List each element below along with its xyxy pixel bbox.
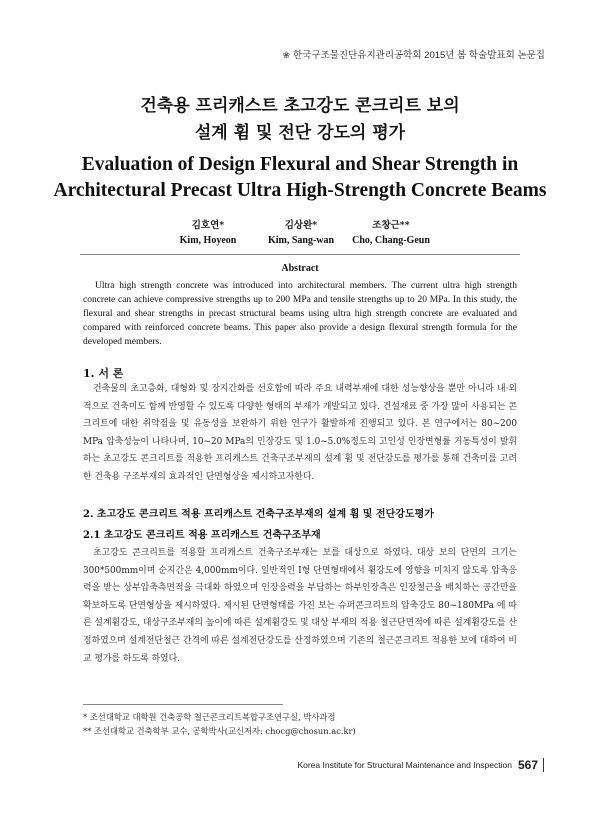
abstract-heading: Abstract [281, 263, 319, 274]
publisher-name: Korea Institute for Structural Maintenance and Inspection [297, 760, 512, 770]
title-korean [0, 93, 600, 147]
author-name-en: Kim, Sang-wan [267, 235, 335, 246]
section-2-text: 초고강도 콘크리트를 적용할 프리캐스트 건축구조부재는 보를 대상으로 하였다. 대상 보의 단면의 크기는 300*500mm이며 순지간은 4,000mm이다. 일반적인 I형 단면형태에서 휨강도에 영향을 미치지 않도록 압축응력을 받는 상부압축측면적을 극대화 하였으며 인장응력을 부담하는 하부인장측은 인장철근을 배치하는 공간만을 확보하도록 단면형상을 제시하였다. 제시된 단면형태를 가진 보는 슈퍼콘크리트의 압축강도 80~180MPa 에 따른 설계휨강도, 대상구조부재의 높이에 따른 설계휨강도 및 대상 부재의 적용 철근단면적에 따른 설계휨강도를 산정하였으며 설계전단철근 간격에 따른 설계전단강도를 산정하였으며 기존의 철근콘크리트 적용한 보에 대하여 비교 평가를 하도록 하였다. [83, 548, 517, 664]
section-1-heading: 1. 서 론 [83, 367, 124, 380]
title-ko-line-2: 설계 휨 및 전단 강도의 평가 [194, 123, 406, 143]
journal-header [283, 47, 546, 61]
flower-icon: ❀ [282, 50, 291, 60]
author-name-ko: 김호연* [191, 220, 225, 231]
section-1-text: 건축물의 초고층화, 대형화 및 장지간화를 선호함에 따라 주요 내력부재에 대한 성능향상을 뿐만 아니라 내·외적으로 건축미도 함께 반영할 수 있도록 다양한 형태의 부재가 개발되고 있다. 건설재료 중 가장 많이 사용되는 콘크리트에 대한 취약점을 및 유동성을 보완하기 위한 연구가 활발하게 진행되고 있다. 본 연구에서는 80~200 MPa 압축성능이 나타나며, 10~20 MPa의 인장강도 및 1.0~5.0%정도의 고인성 인장변형률 거동특성이 발휘하는 초고강도 콘크리트를 적용한 프리캐스트 건축구조부재의 설계 휨 및 전단강도를 평가를 통해 건축미를 고려한 건축용 구조부재의 효과적인 단면형상을 제시하고자한다. [83, 384, 517, 482]
page-number: 567 [517, 758, 538, 772]
abstract-text: Ultra high strength concrete was introduced into architectural members. The current ultra high strength concrete can achieve compressive strengths up to 200 MPa and tensile strengths up to 20 MPa. In this study, the flexural and shear strengths in precast structural beams using ultra high strength concrete are evaluated and compared with reinforced concrete beams. This paper also provide a design flexural strength formula for the developed members. [83, 281, 517, 347]
author-name-ko: 조창근** [372, 220, 410, 231]
author-name-ko: 김상완* [284, 220, 318, 231]
author-3 [326, 218, 456, 248]
section-2-1-heading: 2.1 초고강도 콘크리트 적용 프리캐스트 건축구조부재 [83, 530, 321, 541]
title-english [0, 152, 600, 204]
journal-name: 한국구조물진단유지관리공학회 2015년 봄 학술발표회 논문집 [293, 50, 545, 61]
footnote-divider [83, 704, 283, 705]
title-en-line-1: Evaluation of Design Flexural and Shear Strength in [81, 154, 519, 175]
title-ko-line-1: 건축용 프리캐스트 초고강도 콘크리트 보의 [140, 96, 460, 116]
divider-top [80, 254, 520, 255]
footnotes [83, 710, 356, 738]
title-en-line-2: Architectural Precast Ultra High-Strength Concrete Beams [53, 180, 547, 201]
section-2-heading: 2. 초고강도 콘크리트 적용 프리캐스트 건축구조부재의 설계 휨 및 전단강도평가 [83, 509, 434, 520]
author-name-en: Kim, Hoyeon [179, 235, 237, 246]
footnote-1: * 조선대학교 대학원 건축공학 철근콘크리트복합구조연구실, 박사과정 [83, 712, 336, 722]
page-footer [297, 758, 544, 772]
footer-bar [543, 758, 544, 772]
footnote-2: ** 조선대학교 건축학부 교수, 공학박사(교신저자: chocg@chosun.ac.kr) [83, 726, 356, 736]
author-name-en: Cho, Chang-Geun [352, 235, 430, 246]
